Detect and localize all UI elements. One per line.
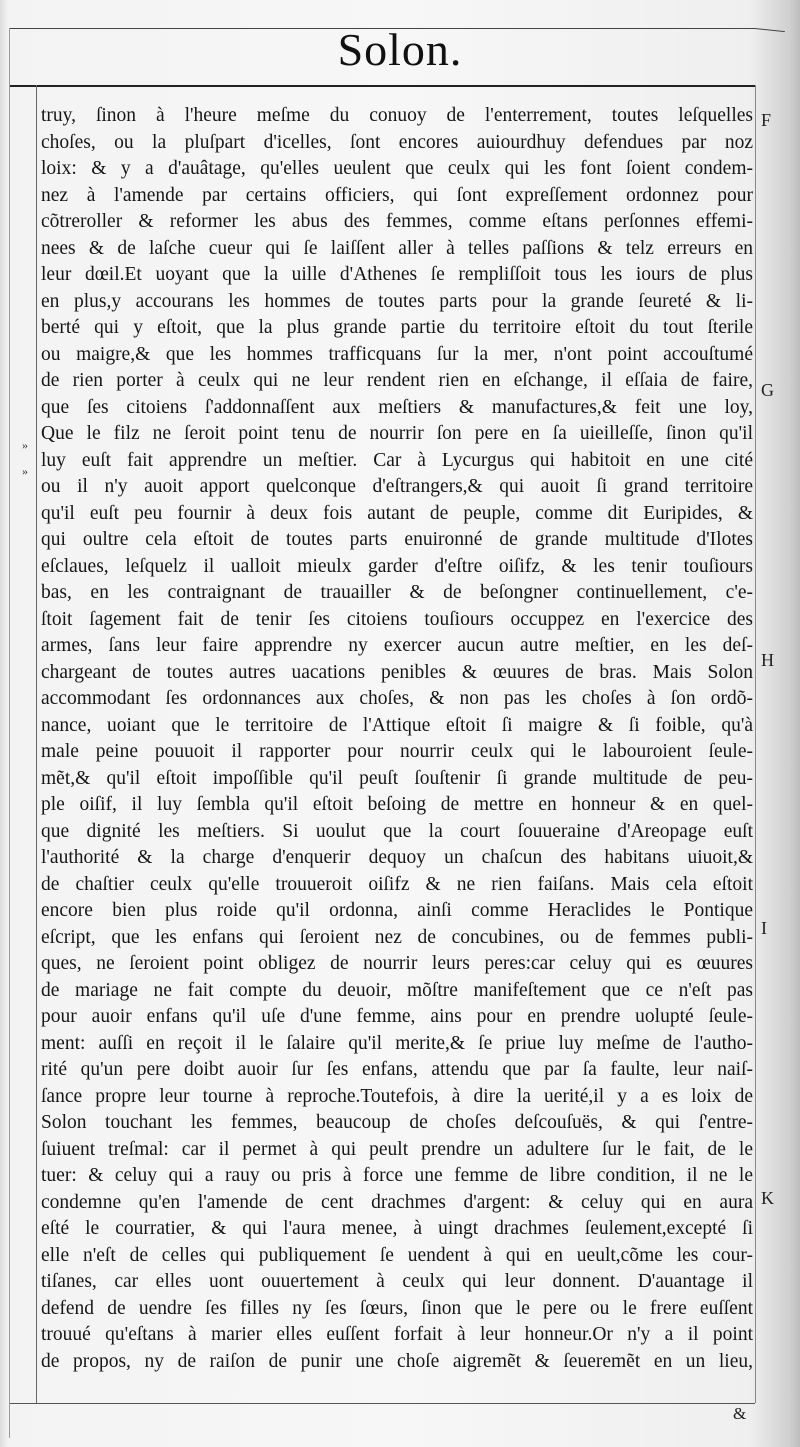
text-line: chargeant de toutes autres uacations penibles & œuures de bras. Mais Solon	[41, 661, 753, 683]
header-rule	[10, 85, 755, 87]
text-line: loix: & y a d'auâtage, qu'elles ueulent que ceulx qui les font ſoient condem-	[41, 158, 753, 179]
text-line: pour auoir enfans qu'il uſe d'une femme, ains pour en prendre uolupté ſeule-	[41, 1006, 753, 1027]
text-line: que dignité les meſtiers. Si uoulut que la court ſouueraine d'Areopage euſt	[41, 820, 753, 842]
text-line: qui oultre cela eſtoit de toutes parts enuironné de grande multitude d'Ilotes	[41, 529, 753, 550]
text-line: de rien porter à ceulx qui ne leur rendent rien en eſchange, il eſſaia de faire,	[41, 370, 753, 391]
text-line: tuer: & celuy qui a rauy ou pris à force une femme de libre condition, il ne le	[41, 1165, 753, 1186]
text-line: rité qu'un pere doibt auoir ſur ſes enfans, attendu que par ſa faulte, leur naiſ-	[41, 1059, 753, 1080]
text-line: nance, uoiant que le territoire de l'Attique eſtoit ſi maigre & ſi foible, qu'à	[41, 714, 753, 736]
text-line: en plus,y accourans les hommes de toutes parts pour la grande ſeureté & li-	[41, 290, 753, 312]
text-line: condemne qu'en l'amende de cent drachmes d'argent: & celuy qui en aura	[41, 1191, 753, 1213]
left-margin-rule	[36, 85, 37, 1403]
margin-letter-i: I	[761, 918, 767, 938]
text-line: tiſanes, car elles uont ouuertement à ceulx qui leur donnent. D'auantage il	[41, 1271, 753, 1292]
text-line: ſuiuent treſmal: car il permet à qui peult prendre un adultere ſur le fait, de le	[41, 1138, 753, 1160]
text-line: Solon touchant les femmes, beaucoup de choſes deſcouſuës, & qui ſ'entre-	[41, 1112, 753, 1133]
margin-letter-g: G	[761, 380, 774, 400]
text-line: truy, ſinon à l'heure meſme du conuoy de l'enterrement, toutes leſquelles	[41, 105, 753, 126]
text-line: accommodant ſes ordonnances aux choſes, & non pas les choſes à ſon ordõ-	[41, 688, 753, 709]
text-line: qu'il euſt peu fournir à deux fois autant de peuple, comme dit Euripides, &	[41, 502, 753, 524]
text-line: l'authorité & la charge d'enquerir dequoy un chaſcun des habitans uiuoit,&	[41, 847, 753, 868]
text-line: nees & de laſche cueur qui ſe laiſſent aller à telles paſſions & telz erreurs en	[41, 237, 753, 259]
text-line: leur dœil.Et uoyant que la uille d'Athenes ſe rempliſſoit tous les iours de plus	[41, 264, 753, 285]
text-line: de propos, ny de raiſon de punir une choſe aigremẽt & ſeueremẽt en un lieu,	[41, 1350, 753, 1372]
text-line: ques, ne ſeroient point obligez de nourrir leurs peres:car celuy qui es œuures	[41, 953, 753, 974]
text-line: ſtoit ſagement fait de tenir ſes citoiens touſiours occuppez en l'exercice des	[41, 608, 753, 630]
page-edge-line	[9, 28, 10, 1438]
quote-mark: »	[22, 438, 28, 452]
running-title: Solon.	[337, 24, 463, 75]
text-line: eſté le courratier, & qui l'aura menee, à uingt drachmes ſeulement,excepté ſi	[41, 1218, 753, 1239]
text-line: ment: auſſi en reçoit il le ſalaire qu'il merite,& ſe priue luy meſme de l'autho-	[41, 1032, 753, 1054]
text-line: bas, en les contraignant de trauailler & de beſongner continuellement, c'e-	[41, 582, 753, 603]
text-line: nez à l'amende par certains officiers, qui ſont expreſſement ordonnez pour	[41, 184, 753, 206]
bottom-rule	[10, 1403, 755, 1404]
text-line: ple oiſif, il luy ſembla qu'il eſtoit beſoing de mettre en honneur & en quel-	[41, 794, 753, 815]
text-line: luy euſt fait apprendre un meſtier. Car à Lycurgus qui habitoit en une cité	[41, 449, 753, 471]
text-line: ſance propre leur tourne à reproche.Toutefois, à dire la uerité,il y a es loix de	[41, 1085, 753, 1107]
text-line: eſcript, que les enfans qui ſeroient nez de concubines, ou de femmes publi-	[41, 926, 753, 948]
text-line: defend de uendre ſes filles ny ſes ſœurs, ſinon que le pere ou le frere euſſent	[41, 1297, 753, 1319]
text-line: choſes, ou la pluſpart d'icelles, ſont encores auiourdhuy defendues par noz	[41, 131, 753, 153]
text-line: ou il n'y auoit apport quelconque d'eſtrangers,& qui auoit ſi grand territoire	[41, 476, 753, 497]
body-text	[41, 103, 753, 1375]
text-line: ou maigre,& que les hommes trafficquans ſur la mer, n'ont point accouſtumé	[41, 343, 753, 365]
margin-letter-f: F	[761, 110, 772, 130]
quote-mark: »	[22, 464, 28, 478]
text-line: que ſes citoiens ſ'addonnaſſent aux meſtiers & manufactures,& feit une loy,	[41, 396, 753, 418]
right-margin-rule	[755, 85, 756, 1403]
margin-letter-k: K	[761, 1188, 774, 1208]
text-line: de chaſtier ceulx qu'elle trouueroit oiſifz & ne rien faiſans. Mais cela eſtoit	[41, 873, 753, 895]
catchword: &	[733, 1404, 747, 1423]
text-line: encore bien plus roide qu'il ordonna, ainſi comme Heraclides le Pontique	[41, 900, 753, 921]
text-line: trouué qu'eſtans à marier elles euſſent forfait à leur honneur.Or n'y a il point	[41, 1324, 753, 1345]
text-line: de mariage ne fait compte du deuoir, mõſtre manifeſtement que ce n'eſt pas	[41, 979, 753, 1001]
text-line: cõtreroller & reformer les abus des femmes, comme eſtans perſonnes effemi-	[41, 211, 753, 232]
text-line: elle n'eſt de celles qui publiquement ſe uendent à qui en ueult,cõme les cour-	[41, 1244, 753, 1266]
margin-letter-h: H	[761, 650, 774, 670]
text-line: eſclaues, leſquelz il ualloit mieulx garder d'eſtre oiſifz, & les tenir touſiours	[41, 555, 753, 577]
text-line: armes, ſans leur faire apprendre ny exercer aucun autre meſtier, en les deſ-	[41, 635, 753, 656]
text-line: male peine pouuoit il rapporter pour nourrir ceulx qui le labouroient ſeule-	[41, 741, 753, 762]
text-line: Que le filz ne ſeroit point tenu de nourrir ſon pere en ſa uieilleſſe, ſinon qu'il	[41, 423, 753, 444]
text-line: berté qui y eſtoit, que la plus grande partie du territoire eſtoit du tout ſterile	[41, 317, 753, 338]
text-line: mẽt,& qu'il eſtoit impoſſible qu'il peuſt ſouſtenir ſi grande multitude de peu-	[41, 767, 753, 789]
